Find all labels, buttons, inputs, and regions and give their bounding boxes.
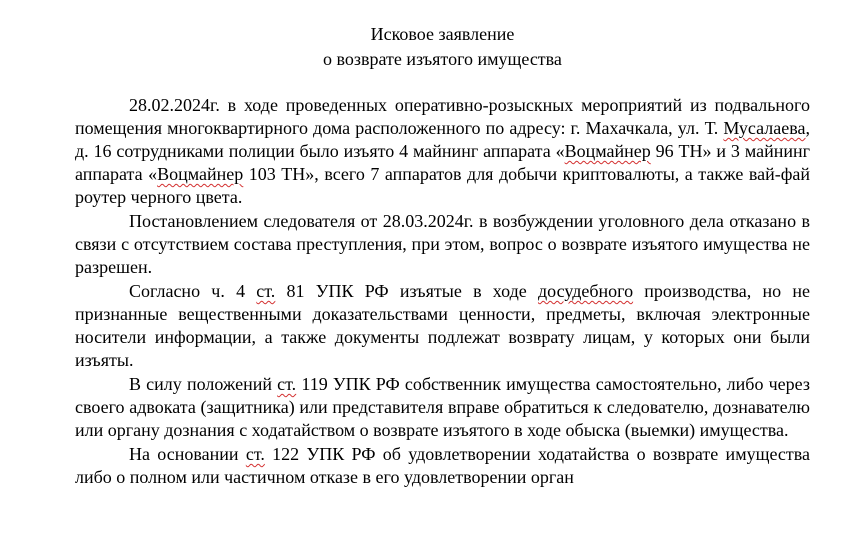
document-page bbox=[75, 22, 810, 490]
spellcheck-word: досудебного bbox=[537, 281, 634, 301]
paragraph-article-122 bbox=[75, 443, 810, 489]
text-segment: 28.02.2024г. в ходе проведенных оперативно-розыскных мероприятий из подвального помещения многоквартирного дома расположенного по адресу: г. Махачкала, ул. Т. bbox=[75, 95, 810, 138]
document-subtitle: о возврате изъятого имущества bbox=[323, 49, 562, 69]
text-segment: 122 УПК РФ об удовлетворении ходатайства о возврате имущества либо о полном или частичном отказе в его удовлетворении орган bbox=[75, 444, 810, 487]
spellcheck-word: Воцмайнер bbox=[564, 141, 651, 161]
paragraph-article-81 bbox=[75, 280, 810, 372]
document-title: Исковое заявление bbox=[370, 24, 515, 44]
paragraph-investigator-decision: Постановлением следователя от 28.03.2024г. в возбуждении уголовного дела отказано в связи с отсутствием состава преступления, при этом, вопрос о возврате изъятого имущества не разрешен. bbox=[75, 211, 810, 277]
spellcheck-word: Мусалаева bbox=[723, 118, 806, 138]
text-segment: В силу положений bbox=[129, 374, 278, 394]
text-segment: , д. 16 сотрудниками полиции было изъято 4 майнинг аппарата « bbox=[75, 118, 810, 161]
spellcheck-word: Воцмайнер bbox=[157, 164, 244, 184]
spellcheck-word: ст. bbox=[256, 281, 276, 301]
text-segment: производства, но не признанные вещественными доказательствами ценности, предметы, включая электронные носители информации, а также документы подлежат возврату лицам, у которых они были изъяты. bbox=[75, 281, 810, 370]
text-segment: 119 УПК РФ собственник имущества самостоятельно, либо через своего адвоката (защитника) или представителя вправе обратиться к следователю, дознавателю или органу дознания с ходатайством о возврате изъятого в ходе обыска (выемки) имущества. bbox=[75, 374, 810, 440]
paragraph-article-119 bbox=[75, 373, 810, 442]
spellcheck-word: ст. bbox=[245, 444, 265, 464]
paragraph-seizure-facts bbox=[75, 94, 810, 209]
text-segment: 96 TH» и 3 майнинг аппарата « bbox=[75, 141, 810, 184]
text-segment: На основании bbox=[129, 444, 246, 464]
text-segment: Согласно ч. 4 bbox=[129, 281, 257, 301]
text-segment: 81 УПК РФ изъятые в ходе bbox=[275, 281, 538, 301]
text-segment: 103 TH», всего 7 аппаратов для добычи криптовалюты, а также вай-фай роутер черного цвета. bbox=[75, 164, 810, 207]
document-title-block bbox=[75, 22, 810, 72]
spellcheck-word: ст. bbox=[277, 374, 297, 394]
